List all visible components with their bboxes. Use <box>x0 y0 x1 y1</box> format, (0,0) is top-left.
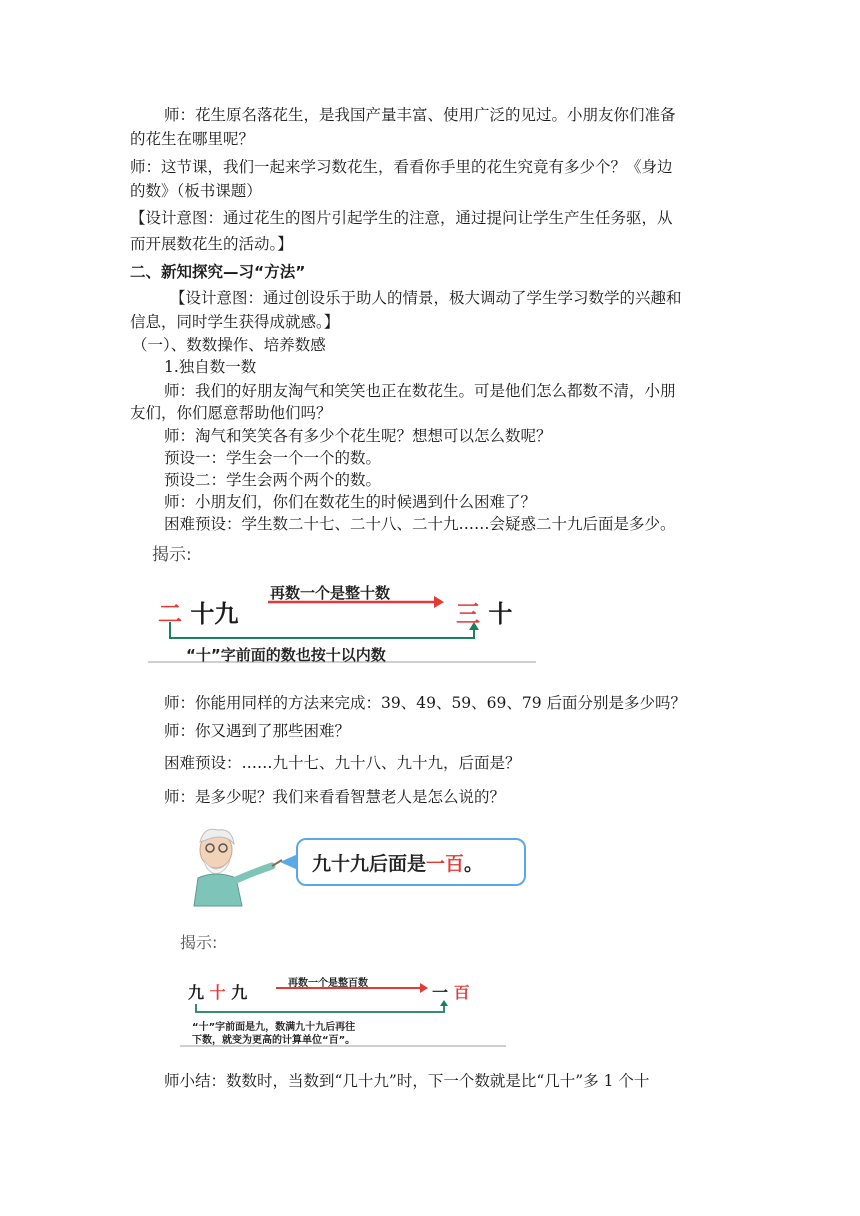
speech-bubble-text <box>312 849 483 876</box>
paragraph-line: 困难预设：学生数二十七、二十八、二十九……会疑惑二十九后面是多少。 <box>164 515 676 533</box>
paragraph-line: 预设二：学生会两个两个的数。 <box>164 471 382 489</box>
left-number-rest: 十九 <box>190 600 239 628</box>
left-number-tens: 二 <box>158 600 182 628</box>
figure-caption: 揭示: <box>180 933 218 952</box>
paragraph-line: 的数》（板书课题） <box>130 182 262 200</box>
paragraph-line: 师：小朋友们，你们在数花生的时候遇到什么困难了？ <box>164 493 537 511</box>
paragraph-line: 的花生在哪里呢？ <box>130 130 255 148</box>
paragraph-line: 师：你又遇到了那些困难？ <box>164 722 351 740</box>
right-number <box>432 980 470 1003</box>
wise-old-man-illustration <box>176 820 536 910</box>
left-number <box>188 980 247 1003</box>
speech-bubble <box>296 838 526 886</box>
subsection-heading: （一）、数数操作、培养数感 <box>132 336 326 354</box>
right-number-rest: 十 <box>488 600 513 628</box>
left-number-highlight: 十 <box>209 983 226 1002</box>
bubble-text-highlight: 一百 <box>426 853 465 875</box>
bracket-label: “十”字前面的数也按十以内数 <box>186 646 386 664</box>
paragraph-line: 友们，你们愿意帮助他们吗？ <box>130 404 332 422</box>
right-number-highlight: 百 <box>453 983 470 1002</box>
summary-line: 师小结：数数时，当数到“几十九”时，下一个数就是比“几十”多 1 个十 <box>164 1072 650 1090</box>
paragraph-line: 预设一：学生会一个一个的数。 <box>164 449 382 467</box>
left-number-part: 九 <box>231 983 248 1002</box>
paragraph-line: 师：花生原名落花生，是我国产量丰富、使用广泛的见过。小朋友你们准备 <box>164 106 676 124</box>
left-number <box>158 594 238 629</box>
right-number <box>456 594 512 629</box>
paragraph-line: 师：淘气和笑笑各有多少个花生呢？想想可以怎么数呢？ <box>164 427 552 445</box>
red-arrow-head <box>420 983 428 993</box>
counting-diagram-twenty-nine <box>146 540 538 666</box>
design-intent-line: 信息，同时学生获得成就感。】 <box>130 313 340 331</box>
section-heading: 二、新知探究—习“方法” <box>130 263 306 281</box>
bubble-text-end: 。 <box>464 853 484 875</box>
note-line: “十”字前面是九，数满九十九后再往 <box>192 1022 356 1033</box>
design-intent-line: 【设计意图：通过创设乐于助人的情景，极大调动了学生学习数学的兴趣和 <box>170 289 682 307</box>
paragraph-line: 师：是多少呢？我们来看看智慧老人是怎么说的？ <box>164 788 506 806</box>
left-number-part: 九 <box>188 983 205 1002</box>
paragraph-line: 师：我们的好朋友淘气和笑笑也正在数花生。可是他们怎么都数不清，小朋 <box>164 382 676 400</box>
step-heading: 1.独自数一数 <box>164 358 257 376</box>
counting-diagram-ninety-nine <box>176 930 516 1050</box>
arrow-label: 再数一个是整十数 <box>270 584 391 602</box>
right-number-part: 一 <box>432 983 449 1002</box>
note-line: 下数，就变为更高的计算单位“百”。 <box>192 1035 356 1046</box>
design-intent-line: 而开展数花生的活动。】 <box>130 235 293 253</box>
arrow-label: 再数一个是整百数 <box>288 978 368 989</box>
paragraph-line: 师：你能用同样的方法来完成：39、49、59、69、79 后面分别是多少吗？ <box>164 694 687 712</box>
right-number-tens: 三 <box>456 600 480 628</box>
paragraph-line: 师：这节课，我们一起来学习数花生，看看你手里的花生究竟有多少个？《身边 <box>130 158 673 176</box>
green-bracket-line <box>196 1004 444 1012</box>
figure-caption: 揭示: <box>152 545 192 565</box>
old-man-icon <box>176 820 286 910</box>
red-arrow-head <box>434 596 444 608</box>
paragraph-line: 困难预设：……九十七、九十八、九十九，后面是？ <box>164 754 521 772</box>
design-intent-line: 【设计意图：通过花生的图片引起学生的注意，通过提问让学生产生任务驱，从 <box>130 209 673 227</box>
bubble-text-main: 九十九后面是 <box>312 853 427 875</box>
